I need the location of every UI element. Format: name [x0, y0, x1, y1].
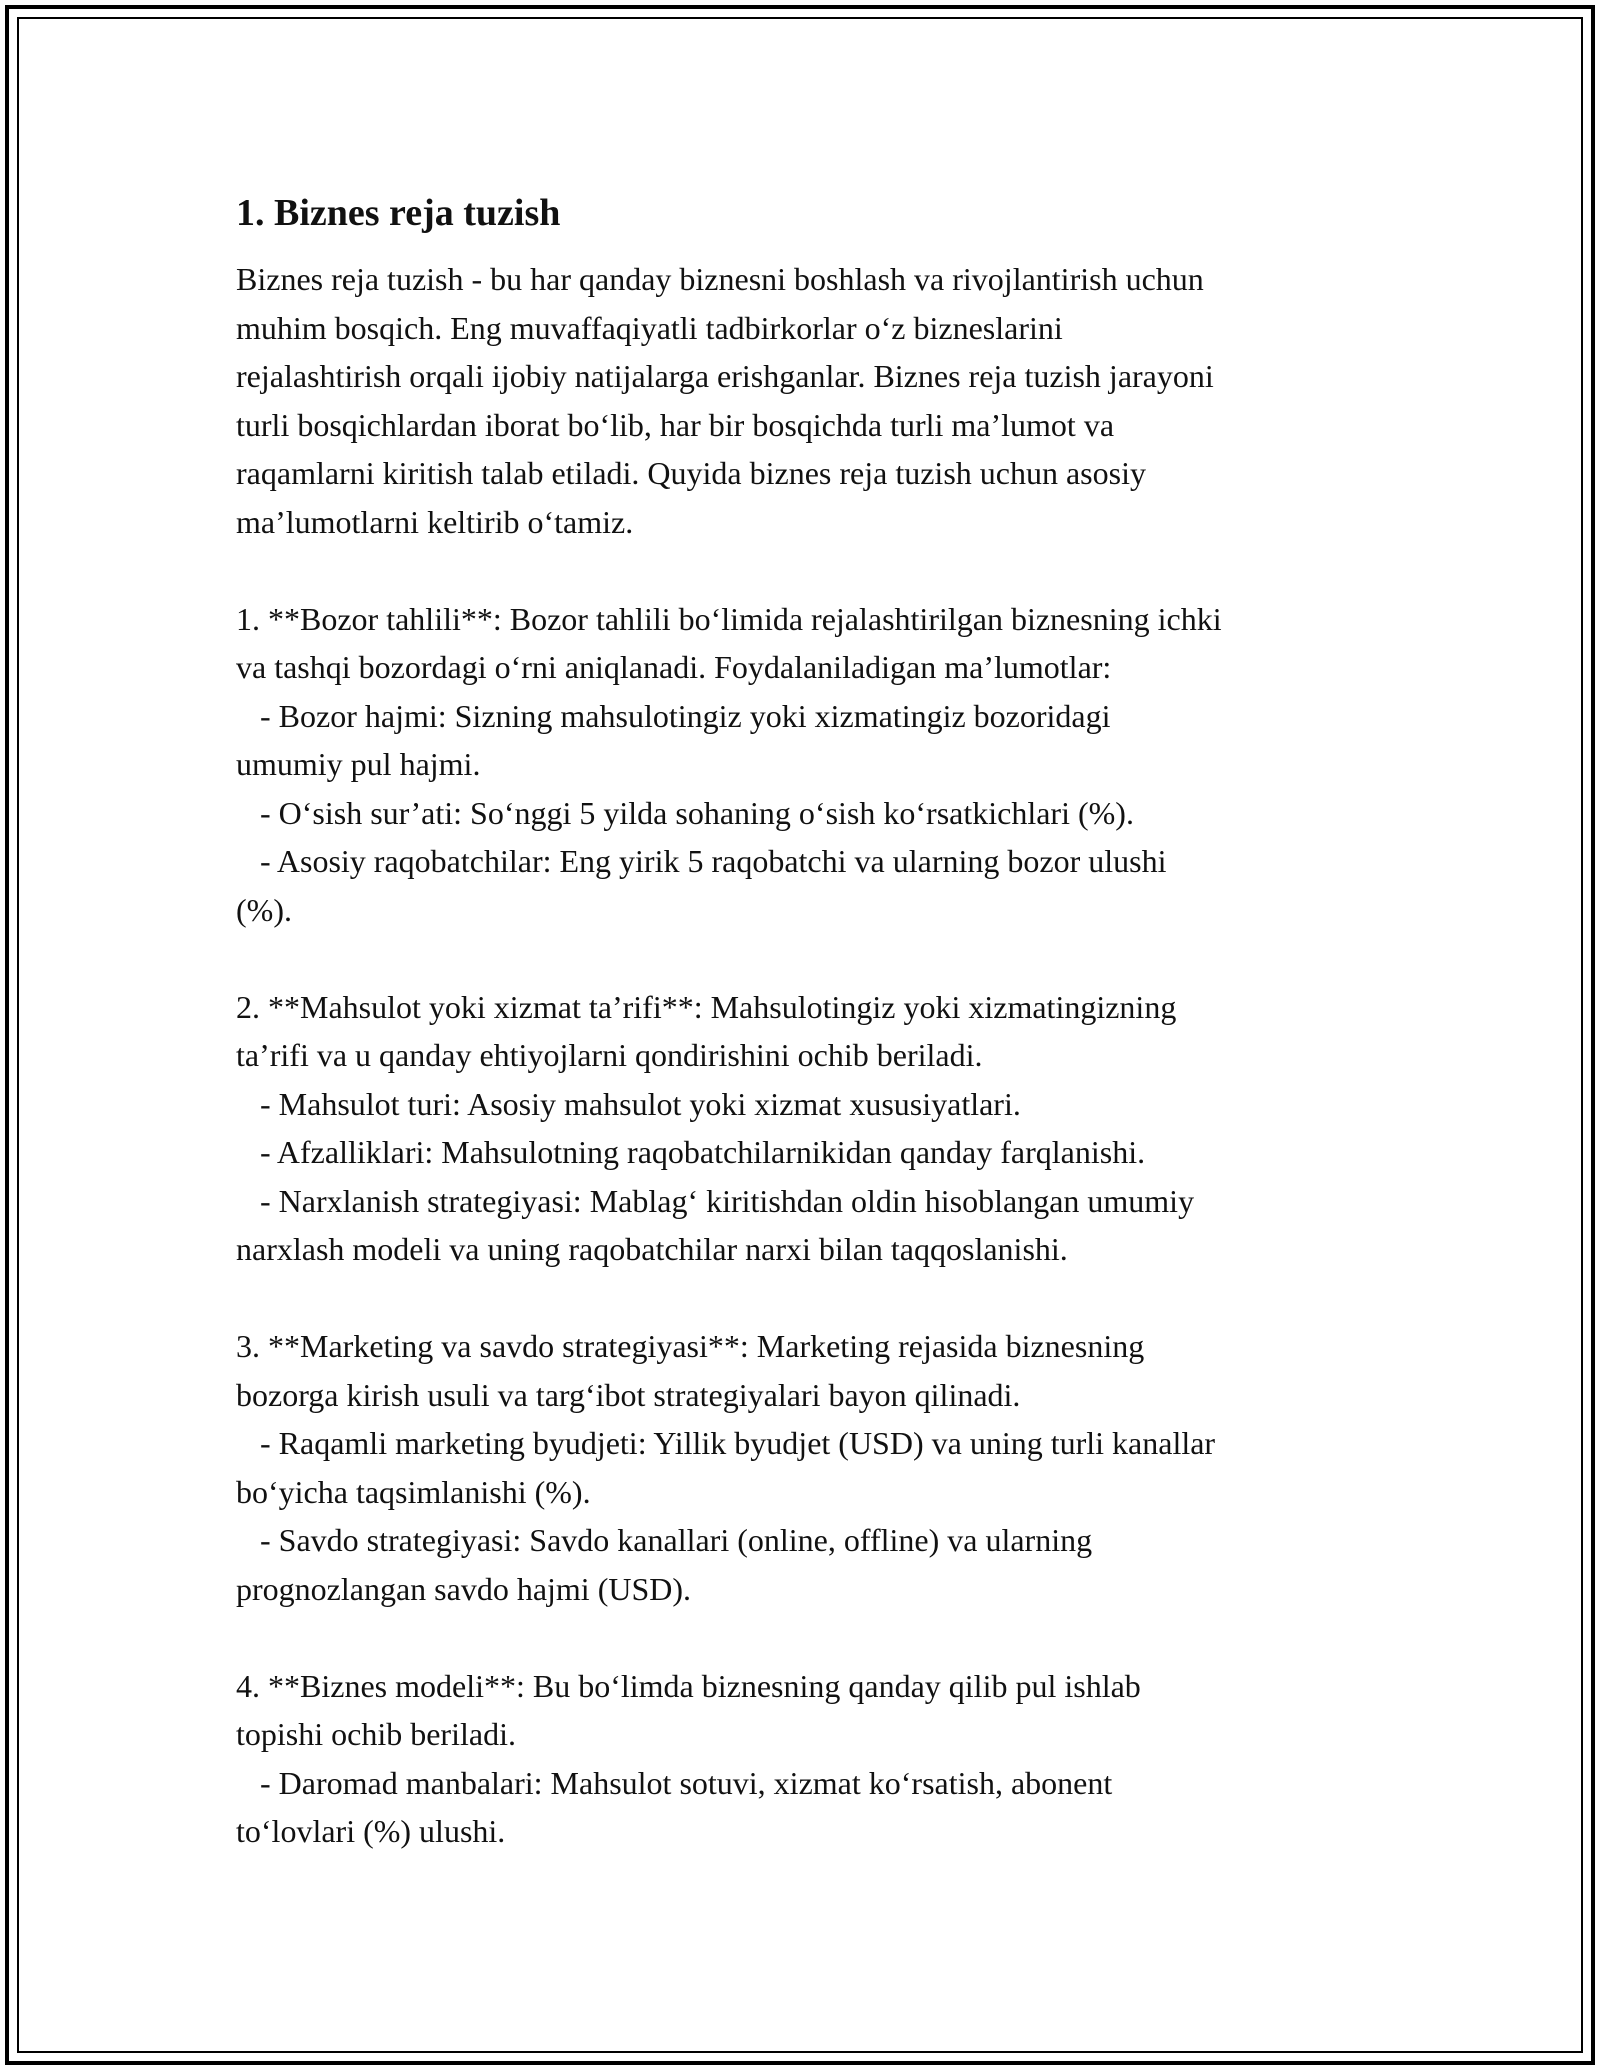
intro-line: Biznes reja tuzish - bu har qanday biznesni boshlash va rivojlantirish uchun: [236, 261, 1204, 297]
intro-line: muhim bosqich. Eng muvaffaqiyatli tadbirkorlar o‘z bizneslarini: [236, 309, 1063, 346]
section-4-line: 4. **Biznes modeli**: Bu bo‘limda biznesning qanday qilib pul ishlab: [236, 1667, 1141, 1704]
section-1-line: - Asosiy raqobatchilar: Eng yirik 5 raqobatchi va ularning bozor ulushi: [236, 843, 1167, 879]
intro-line: raqamlarni kiritish talab etiladi. Quyida biznes reja tuzish uchun asosiy: [236, 455, 1146, 491]
paragraph-gap: [236, 1613, 1386, 1662]
section-3-line: - Savdo strategiyasi: Savdo kanallari (online, offline) va ularning: [236, 1522, 1093, 1558]
section-1-line: - Bozor hajmi: Sizning mahsulotingiz yoki xizmatingiz bozoridagi: [236, 697, 1111, 734]
section-2-line: narxlash modeli va uning raqobatchilar narxi bilan taqqoslanishi.: [236, 1231, 1068, 1267]
section-2-line: - Afzalliklari: Mahsulotning raqobatchilarnikidan qanday farqlanishi.: [236, 1134, 1146, 1170]
document-heading: 1. Biznes reja tuzish: [236, 192, 561, 234]
paragraph-gap: [236, 934, 1386, 983]
section-2-line: - Narxlanish strategiyasi: Mablag‘ kiritishdan oldin hisoblangan umumiy: [236, 1182, 1195, 1219]
document-body: [236, 183, 1386, 1856]
intro-paragraph: [236, 255, 1386, 1856]
section-4-line: to‘lovlari (%) ulushi.: [236, 1813, 506, 1849]
section-1-line: - O‘sish sur’ati: So‘nggi 5 yilda sohaning o‘sish ko‘rsatkichlari (%).: [236, 794, 1134, 831]
section-3-line: bo‘yicha taqsimlanishi (%).: [236, 1473, 591, 1510]
paragraph-gap: [236, 1274, 1386, 1323]
section-3-line: bozorga kirish usuli va targ‘ibot strategiyalari bayon qilinadi.: [236, 1376, 1021, 1413]
section-2-line: 2. **Mahsulot yoki xizmat ta’rifi**: Mahsulotingiz yoki xizmatingizning: [236, 988, 1177, 1025]
section-2-line: - Mahsulot turi: Asosiy mahsulot yoki xizmat xususiyatlari.: [236, 1085, 1021, 1122]
section-1-line: va tashqi bozordagi o‘rni aniqlanadi. Foydalaniladigan ma’lumotlar:: [236, 649, 1112, 685]
section-4-line: - Daromad manbalari: Mahsulot sotuvi, xizmat ko‘rsatish, abonent: [236, 1764, 1113, 1801]
section-3-line: 3. **Marketing va savdo strategiyasi**: Marketing rejasida biznesning: [236, 1328, 1145, 1364]
section-3-line: - Raqamli marketing byudjeti: Yillik byudjet (USD) va uning turli kanallar: [236, 1425, 1216, 1461]
section-3-line: prognozlangan savdo hajmi (USD).: [236, 1570, 692, 1607]
intro-line: rejalashtirish orqali ijobiy natijalarga erishganlar. Biznes reja tuzish jarayoni: [236, 358, 1214, 394]
intro-line: ma’lumotlarni keltirib o‘tamiz.: [236, 503, 634, 540]
paragraph-gap: [236, 546, 1386, 595]
section-4-line: topishi ochib beriladi.: [236, 1716, 516, 1752]
section-1-line: 1. **Bozor tahlili**: Bozor tahlili bo‘limida rejalashtirilgan biznesning ichki: [236, 600, 1222, 637]
section-1-line: (%).: [236, 891, 292, 928]
section-2-line: ta’rifi va u qanday ehtiyojlarni qondirishini ochib beriladi.: [236, 1037, 983, 1073]
section-1-line: umumiy pul hajmi.: [236, 746, 481, 782]
intro-line: turli bosqichlardan iborat bo‘lib, har bir bosqichda turli ma’lumot va: [236, 406, 1115, 443]
